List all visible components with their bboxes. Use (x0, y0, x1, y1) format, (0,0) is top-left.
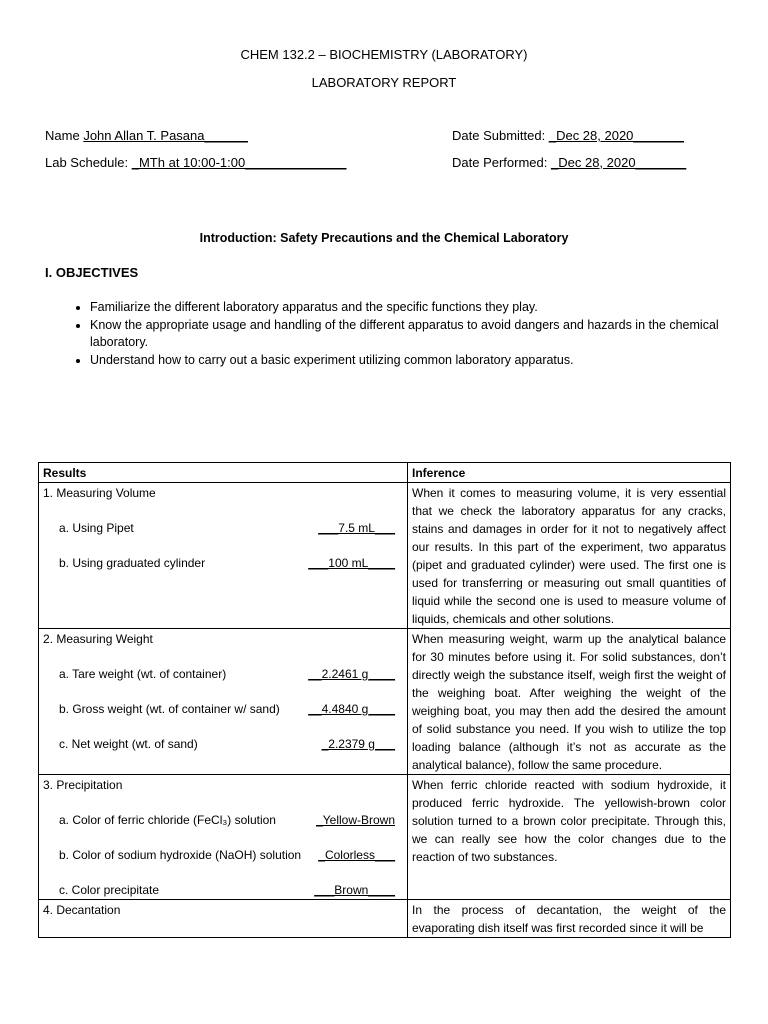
date-submitted-field (452, 128, 684, 143)
course-title: CHEM 132.2 – BIOCHEMISTRY (LABORATORY) (240, 47, 528, 62)
row-title: 4. Decantation (43, 903, 121, 917)
row-title: 2. Measuring Weight (43, 632, 153, 646)
results-cell (39, 629, 408, 775)
report-title: LABORATORY REPORT (311, 75, 457, 90)
intro-title: Introduction: Safety Precautions and the Chemical Laboratory (199, 231, 569, 245)
result-value: __4.4840 g____ (308, 702, 395, 716)
result-value: _2.2379 g___ (321, 737, 395, 751)
result-value: __2.2461 g____ (308, 667, 395, 681)
name-value: John Allan T. Pasana______ (83, 128, 248, 143)
result-value: ___7.5 mL___ (318, 521, 395, 535)
result-label: c. Color precipitate (59, 883, 160, 897)
date-submitted-value: _Dec 28, 2020_______ (548, 128, 685, 143)
result-item (43, 554, 403, 572)
result-value: ___Brown____ (314, 883, 395, 897)
objectives-list (46, 299, 768, 369)
results-header: Results (39, 463, 408, 483)
result-item (43, 735, 403, 753)
row-title: 3. Precipitation (43, 778, 123, 792)
result-label: a. Tare weight (wt. of container) (59, 667, 227, 681)
result-label: b. Using graduated cylinder (59, 556, 206, 570)
results-cell (39, 775, 408, 900)
result-label: c. Net weight (wt. of sand) (59, 737, 198, 751)
result-item (43, 665, 403, 683)
date-performed-label: Date Performed: (452, 155, 548, 170)
result-label: b. Gross weight (wt. of container w/ sand) (59, 702, 280, 716)
result-label: b. Color of sodium hydroxide (NaOH) solution (59, 848, 302, 862)
name-label: Name (45, 128, 80, 143)
table-row (39, 629, 731, 775)
date-submitted-label: Date Submitted: (452, 128, 546, 143)
result-label: a. Using Pipet (59, 521, 134, 535)
results-cell (39, 900, 408, 938)
result-item (43, 700, 403, 718)
objective-item: • Understand how to carry out a basic experiment utilizing common laboratory apparatus. (90, 352, 768, 370)
objective-item: • Familiarize the different laboratory apparatus and the specific functions they play. (90, 299, 768, 317)
inference-cell: In the process of decantation, the weight of the evaporating dish itself was first recorded since it will be (408, 900, 731, 938)
schedule-label: Lab Schedule: (45, 155, 129, 170)
objective-item: • Know the appropriate usage and handling of the different apparatus to avoid dangers and hazards in the chemical laboratory. (90, 317, 768, 352)
inference-cell: When it comes to measuring volume, it is very essential that we check the laboratory apparatus for any cracks, stains and damages in order for it not to negatively affect our results. In this part of the experiment, two apparatus (pipet and graduated cylinder) were used. The first one is used for transferring or measuring out small quantities of liquid while the second one is used to measure volume of liquids, chemicals and other solutions. (408, 483, 731, 629)
row-title: 1. Measuring Volume (43, 486, 156, 500)
results-table (38, 462, 731, 938)
schedule-value: _MTh at 10:00-1:00______________ (131, 155, 347, 170)
table-row (39, 900, 731, 938)
results-cell (39, 483, 408, 629)
result-item (43, 846, 403, 864)
schedule-field (45, 155, 346, 170)
objectives-heading: I. OBJECTIVES (45, 265, 139, 280)
name-field (45, 128, 248, 143)
table-header-row (39, 463, 731, 483)
result-label: a. Color of ferric chloride (FeCl₃) solution (59, 813, 276, 827)
inference-header: Inference (408, 463, 731, 483)
result-value: ___100 mL____ (308, 556, 395, 570)
result-value: _Colorless___ (318, 848, 395, 862)
result-item (43, 519, 403, 537)
result-value: _Yellow-Brown (316, 813, 395, 827)
date-performed-value: _Dec 28, 2020_______ (551, 155, 687, 170)
table-row (39, 483, 731, 629)
table-row (39, 775, 731, 900)
result-item (43, 881, 403, 899)
result-item (43, 811, 403, 829)
inference-cell: When ferric chloride reacted with sodium hydroxide, it produced ferric hydroxide. The yellowish-brown color solution turned to a brown color precipitate. Through this, we can really see how the color changes due to the reaction of two substances. (408, 775, 731, 900)
date-performed-field (452, 155, 686, 170)
inference-cell: When measuring weight, warm up the analytical balance for 30 minutes before using it. For solid substances, don’t directly weigh the substance itself, weigh first the weight of the weighing boat. After weighing the weight of the weighing boat, you may then add the desired the amount of solid substance you need. If you wish to utilize the top loading balance (although it’s not as accurate as the analytical balance), follow the same procedure. (408, 629, 731, 775)
